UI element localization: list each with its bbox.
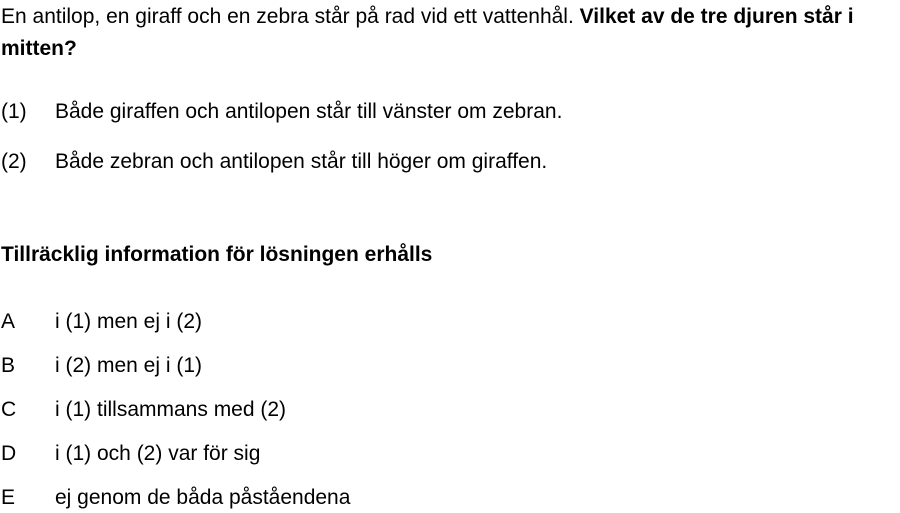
statement-text: Både zebran och antilopen står till höger om giraffen. [55,150,548,173]
option-e [1,483,350,513]
option-letter: C [1,398,17,421]
question-text [1,1,896,65]
question-ask: Vilket av de tre djuren står i mitten? [1,5,854,60]
option-letter: B [1,354,16,377]
option-text: i (1) och (2) var för sig [55,442,261,465]
question-intro: En antilop, en giraff och en zebra står på rad vid ett vattenhål. [1,5,574,28]
statement-text: Både giraffen och antilopen står till vänster om zebran. [55,100,563,123]
option-a [1,307,202,337]
option-letter: A [1,310,16,333]
option-text: i (1) men ej i (2) [55,310,203,333]
option-b [1,351,202,381]
options-heading: Tillräcklig information för lösningen erhålls [1,243,433,266]
option-text: i (1) tillsammans med (2) [55,398,287,421]
statement-1 [1,97,562,127]
statement-2 [1,147,547,177]
option-letter: E [1,486,16,509]
statement-number: (2) [1,150,27,173]
statement-number: (1) [1,100,27,123]
option-text: ej genom de båda påståendena [55,486,351,509]
option-letter: D [1,442,17,465]
option-text: i (2) men ej i (1) [55,354,203,377]
option-c [1,395,286,425]
option-d [1,439,260,469]
